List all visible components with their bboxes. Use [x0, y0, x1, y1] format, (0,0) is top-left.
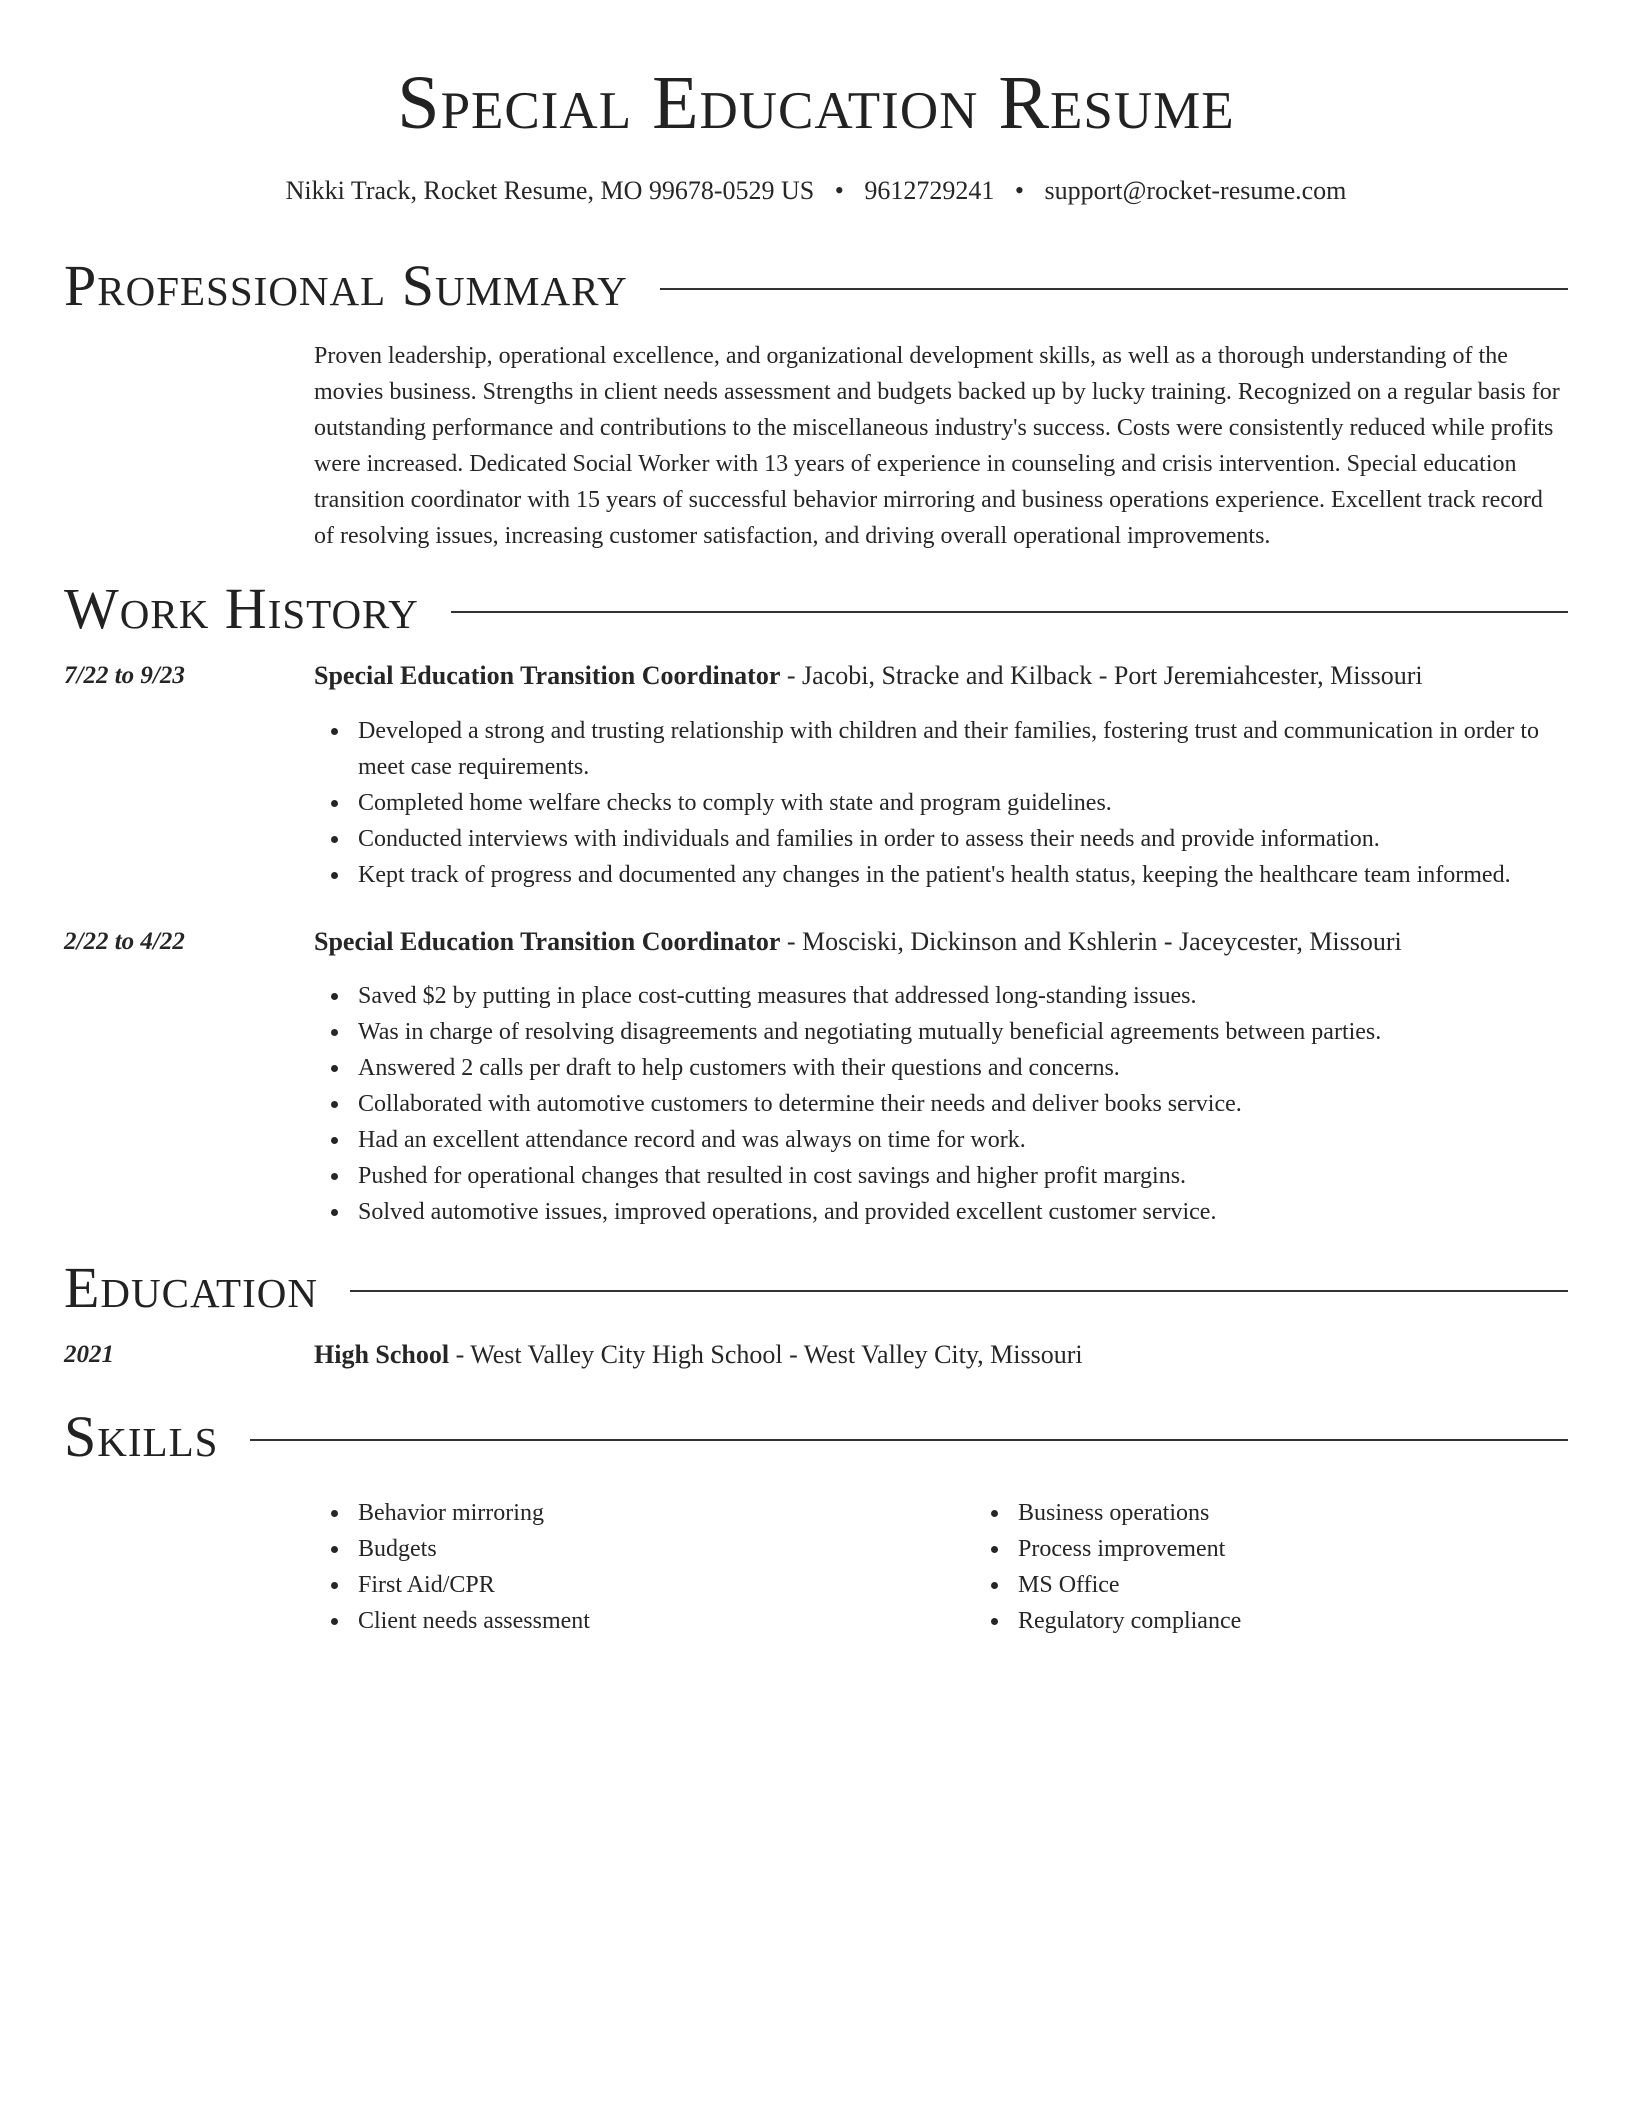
- section-divider: [350, 1290, 1568, 1292]
- section-divider: [250, 1439, 1568, 1441]
- list-item: Regulatory compliance: [1018, 1603, 1632, 1639]
- list-item: Completed home welfare checks to comply with state and program guidelines.: [358, 785, 1568, 821]
- list-item: Pushed for operational changes that resulted in cost savings and higher profit margins.: [358, 1158, 1568, 1194]
- section-divider: [451, 611, 1568, 613]
- resume-title: Special Education Resume: [397, 61, 1235, 145]
- job-bullets: [314, 713, 1568, 893]
- list-item: Process improvement: [1018, 1531, 1632, 1567]
- list-item: Answered 2 calls per draft to help customers with their questions and concerns.: [358, 1050, 1568, 1086]
- contact-separator: •: [1014, 176, 1024, 205]
- job-dates: 7/22 to 9/23: [64, 662, 185, 689]
- contact-separator: •: [834, 176, 844, 205]
- job-dates: 2/22 to 4/22: [64, 928, 185, 955]
- education-year: 2021: [64, 1341, 114, 1368]
- list-item: Client needs assessment: [358, 1603, 974, 1639]
- list-item: Kept track of progress and documented any changes in the patient's health status, keeping the healthcare team informed.: [358, 857, 1568, 893]
- section-divider: [660, 288, 1568, 290]
- section-work-heading: [64, 574, 1568, 644]
- section-summary-heading: [64, 251, 1568, 321]
- education-header: [314, 1338, 1568, 1372]
- contact-phone: 9612729241: [864, 176, 995, 205]
- section-title: Work History: [64, 576, 419, 641]
- list-item: Conducted interviews with individuals and families in order to assess their needs and provide information.: [358, 821, 1568, 857]
- job-bullets: [314, 978, 1568, 1230]
- job-title: Special Education Transition Coordinator: [314, 927, 781, 956]
- section-title: Skills: [64, 1404, 219, 1469]
- education-details: - West Valley City High School - West Valley City, Missouri: [449, 1340, 1083, 1369]
- summary-text: Proven leadership, operational excellence, and organizational development skills, as well as a thorough understanding of the movies business. Strengths in client needs assessment and budgets backed up by lucky training. Recognized on a regular basis for outstanding performance and contributions to the miscellaneous industry's success. Costs were consistently reduced while profits were increased. Dedicated Social Worker with 13 years of experience in counseling and crisis intervention. Special education transition coordinator with 15 years of successful behavior mirroring and business operations experience. Excellent track record of resolving issues, increasing customer satisfaction, and driving overall operational improvements.: [314, 343, 1560, 549]
- list-item: First Aid/CPR: [358, 1567, 974, 1603]
- job-header: [314, 925, 1568, 959]
- list-item: Budgets: [358, 1531, 974, 1567]
- list-item: Behavior mirroring: [358, 1495, 974, 1531]
- education-degree: High School: [314, 1340, 450, 1369]
- contact-address: Nikki Track, Rocket Resume, MO 99678-0529 US: [285, 176, 815, 205]
- skills-column-left: [314, 1495, 974, 1639]
- skills-column-right: [974, 1495, 1632, 1639]
- list-item: Developed a strong and trusting relationship with children and their families, fostering trust and communication in order to meet case requirements.: [358, 713, 1568, 785]
- list-item: Solved automotive issues, improved operations, and provided excellent customer service.: [358, 1194, 1568, 1230]
- job-details: - Mosciski, Dickinson and Kshlerin - Jaceycester, Missouri: [780, 927, 1402, 956]
- section-skills-heading: [64, 1402, 1568, 1472]
- list-item: Was in charge of resolving disagreements and negotiating mutually beneficial agreements between parties.: [358, 1014, 1568, 1050]
- job-header: [314, 659, 1568, 693]
- section-education-heading: [64, 1253, 1568, 1323]
- contact-line: [0, 174, 1632, 208]
- contact-email: support@rocket-resume.com: [1044, 176, 1347, 205]
- section-title: Education: [64, 1255, 318, 1320]
- list-item: Had an excellent attendance record and was always on time for work.: [358, 1122, 1568, 1158]
- job-title: Special Education Transition Coordinator: [314, 661, 781, 690]
- job-details: - Jacobi, Stracke and Kilback - Port Jeremiahcester, Missouri: [780, 661, 1423, 690]
- list-item: Business operations: [1018, 1495, 1632, 1531]
- list-item: MS Office: [1018, 1567, 1632, 1603]
- list-item: Saved $2 by putting in place cost-cutting measures that addressed long-standing issues.: [358, 978, 1568, 1014]
- list-item: Collaborated with automotive customers to determine their needs and deliver books service.: [358, 1086, 1568, 1122]
- section-title: Professional Summary: [64, 253, 628, 318]
- skills-list: [314, 1495, 1568, 1639]
